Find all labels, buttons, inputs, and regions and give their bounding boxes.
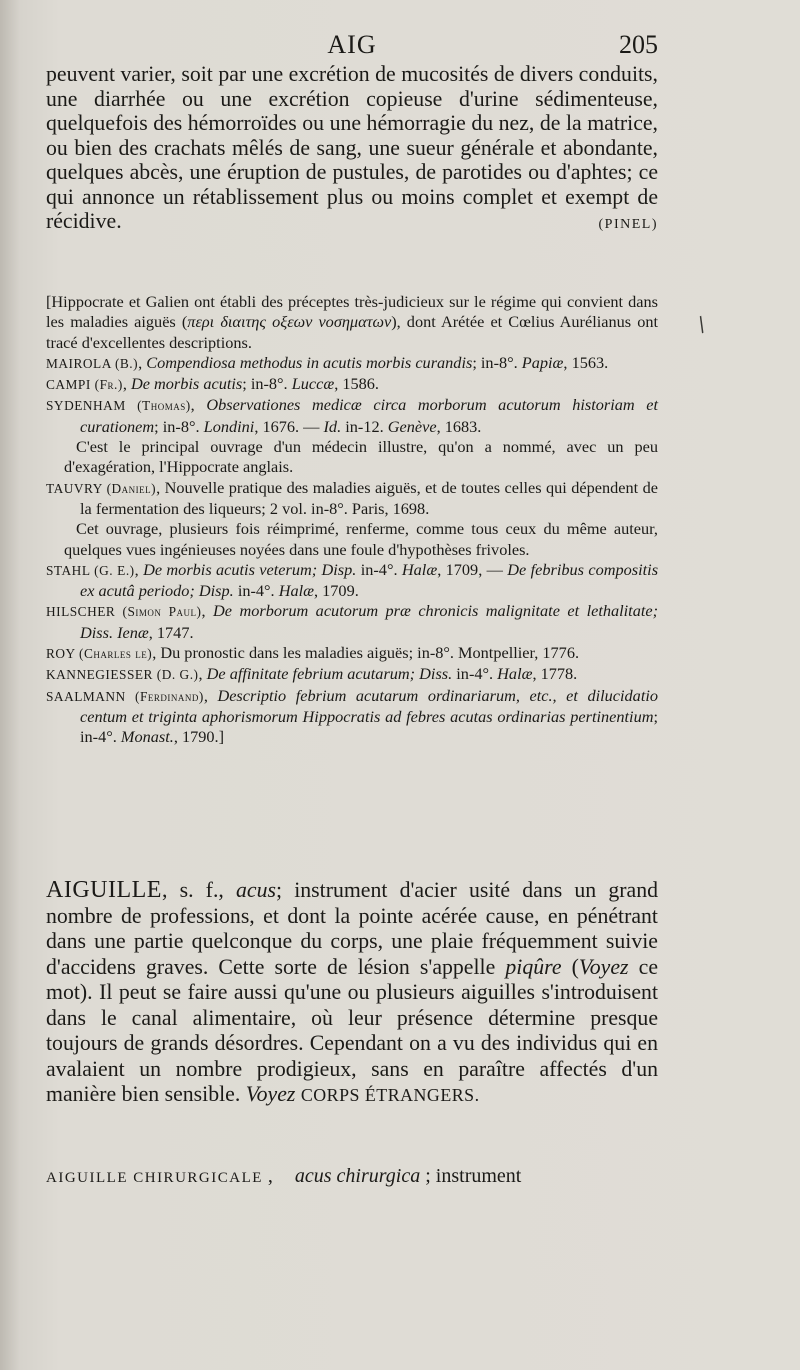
running-header: [46, 30, 658, 60]
biblio-entry-campi: CAMPI (Fr.), De morbis acutis; in-8°. Luccæ, 1586.: [46, 374, 379, 394]
biblio-entry-mairola: MAIROLA (B.), Compendiosa methodus in acutis morbis curandis; in-8°. Papiæ, 1563.: [46, 352, 609, 372]
running-title: AIG: [327, 30, 377, 59]
paragraph-pinel: [46, 62, 658, 238]
biblio-entry-sydenham: SYDENHAM (Thomas), Observationes medicæ circa morborum acutorum historiam et curationem; in-8°. Londini, 1676. — Id. in-12. Genève, 1683.: [46, 395, 658, 436]
entry-aiguille: AIGUILLE, s. f., acus; instrument d'acier usité dans un grand nombre de professions, et dont la pointe acérée cause, en pénétrant dans une partie quelconque du corps, une plaie fréquemment suivie d'accidens graves. Cette sorte de lésion s'appelle piqûre (Voyez ce mot). Il peut se faire aussi qu'une ou plusieurs aiguilles s'introduisent dans le canal alimentaire, où leur présence détermine presque toujours de grands désordres. Cependant on a vu des individus qui en avalaient un nombre prodigieux, sans en paraître affectés d'un manière bien sensible. Voyez CORPS ÉTRANGERS.: [46, 877, 659, 1106]
biblio-entry-kannegiesser: KANNEGIESSER (D. G.), De affinitate febrium acutarum; Diss. in-4°. Halæ, 1778.: [46, 664, 578, 684]
greek-title: περι διαιτης οξεων νοσηματων: [187, 312, 392, 332]
author-signature: (PINEL): [598, 217, 658, 232]
headword: AIGUILLE: [46, 877, 162, 903]
page-number: 205: [619, 30, 658, 59]
cross-reference: CORPS ÉTRANGERS.: [300, 1085, 480, 1105]
latin-term: acus: [236, 878, 276, 902]
entry-aiguille-chirurgicale: AIGUILLE CHIRURGICALE , acus chirurgica ; instrument: [46, 1165, 522, 1187]
bibliography: [46, 292, 658, 748]
biblio-entry-tauvry: TAUVRY (Daniel), Nouvelle pratique des maladies aiguës, et de toutes celles qui dépendent de la fermentation des liqueurs; 2 vol. in-8°. Paris, 1698.: [46, 477, 658, 518]
biblio-entry-hilscher: HILSCHER (Simon Paul), De morborum acutorum præ chronicis malignitate et lethalitate; Diss. Ienæ, 1747.: [46, 601, 659, 642]
biblio-entry-saalmann: SAALMANN (Ferdinand), Descriptio febrium acutarum ordinariarum, etc., et dilucidatio centum et triginta aphorismorum Hippocratis ad febres acutas ordinarias pertinentium; in-4°. Monast., 1790.]: [46, 685, 659, 747]
paragraph-text: peuvent varier, soit par une excrétion de mucosités de divers conduits, une diarrhée ou une excrétion copieuse d'urine sédimenteuse, quelquefois des hémorroïdes ou une hémorragie du nez, de la matrice, ou bien des crachats mêlés de sang, une sueur générale et abondante, quelques abcès, une éruption de pustules, de parotides ou d'aphtes; ce qui annonce un rétablissement plus ou moins complet et exempt de récidive.: [46, 62, 658, 233]
biblio-entry-roy: ROY (Charles le), Du pronostic dans les maladies aiguës; in-8°. Montpellier, 1776.: [46, 643, 580, 663]
biblio-note-sydenham: C'est le principal ouvrage d'un médecin illustre, qu'on a nommé, avec un peu d'exagération, l'Hippocrate anglais.: [64, 437, 658, 477]
pencil-mark: /: [693, 311, 710, 337]
latin-term: acus chirurgica: [294, 1165, 421, 1187]
biblio-intro: [Hippocrate et Galien ont établi des préceptes très-judicieux sur le régime qui convient dans les maladies aiguës (περι διαιτης οξεων νοσηματων), dont Arétée et Cœlius Aurélianus ont tracé d'excellentes descriptions.: [46, 292, 658, 352]
headword: AIGUILLE CHIRURGICALE: [46, 1170, 263, 1186]
biblio-entry-stahl: STAHL (G. E.), De morbis acutis veterum; Disp. in-4°. Halæ, 1709, — De febribus compositis ex acutâ periodo; Disp. in-4°. Halæ, 1709.: [46, 559, 659, 601]
biblio-note-tauvry: Cet ouvrage, plusieurs fois réimprimé, renferme, comme tous ceux du même auteur, quelques vues ingénieuses noyées dans une foule d'hypothèses frivoles.: [64, 519, 658, 559]
